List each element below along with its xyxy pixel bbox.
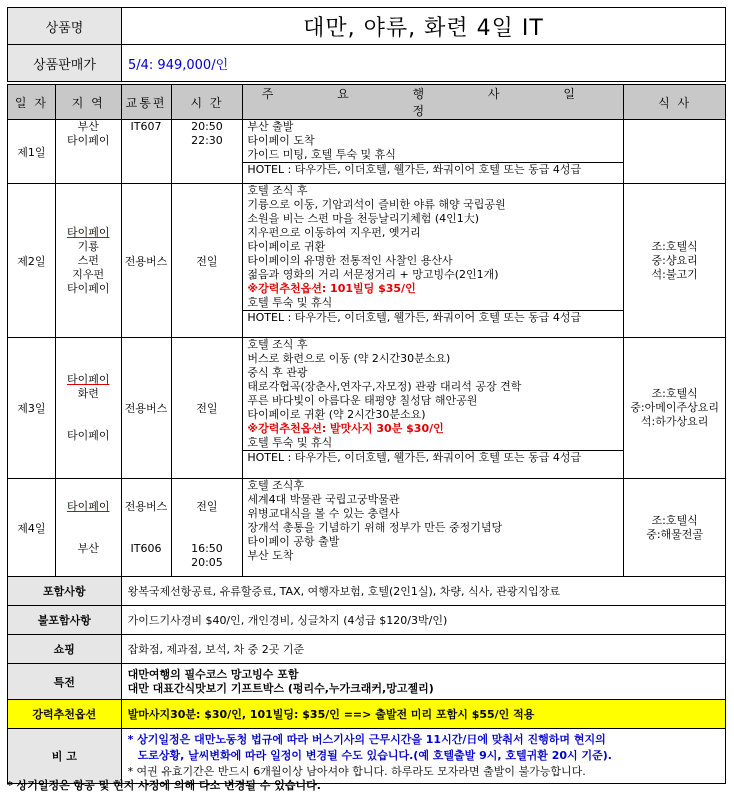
included-row: [8, 577, 726, 606]
day-regions: [55, 184, 121, 338]
day-regions: [55, 120, 121, 184]
time: 전일: [196, 499, 218, 513]
time: 16:50: [191, 541, 223, 555]
region: 부산: [77, 541, 99, 555]
remarks-row: [8, 729, 726, 784]
region: 부산: [77, 120, 99, 133]
meal: 중:해물전골: [646, 527, 704, 541]
activity-line: 푸른 바다빛이 아름다운 태평양 칠성담 해안공원: [247, 394, 478, 407]
bonus-line: 대만여행의 필수코스 망고빙수 포함: [127, 667, 299, 681]
remarks-line: 도로상황, 날씨변화에 따라 일정이 변경될 수도 있습니다.(예 호텔출발 9시, 호텔귀환 20시 기준).: [137, 749, 612, 762]
product-header-table: [7, 7, 726, 82]
region: 타이페이: [66, 429, 110, 442]
included-value: 왕복국제선항공료, 유류할증료, TAX, 여행자보험, 호텔(2인1실), 차량, 식사, 관광지입장료: [121, 577, 725, 606]
activity-line: 세계4대 박물관 국립고궁박물관: [247, 493, 400, 506]
day-meals: [624, 184, 726, 338]
day-meals: [624, 338, 726, 479]
day-meals: [624, 120, 726, 184]
product-name-label: 상품명: [8, 8, 122, 45]
day-times: [171, 120, 243, 184]
option-recommendation: ※강력추천옵션: 발맛사지 30분 $30/인: [247, 422, 444, 435]
region: 타이페이: [66, 134, 110, 147]
remarks-label: 비 고: [8, 729, 122, 784]
time: 22:30: [191, 134, 223, 147]
meal: 석:불고기: [651, 267, 698, 281]
activity-line: 젊음과 영화의 거리 서문정거리 + 망고빙수(2인1개): [247, 268, 499, 281]
remarks-line: * 여권 유효기간은 반드시 6개월이상 남아셔야 합니다. 하루라도 모자라면 출발이 불가능합니다.: [127, 765, 586, 778]
day-transport: 전용버스: [121, 338, 171, 479]
column-header: 지 역: [55, 85, 121, 120]
product-name: 대만, 야류, 화련 4일 IT: [122, 8, 726, 45]
activity-line: 위병교대식을 볼 수 있는 충렬사: [247, 507, 400, 520]
bonus-value: [121, 664, 725, 700]
activity-line: 태로각협곡(장춘사,연자구,자모정) 관광 대리석 공장 견학: [247, 380, 522, 393]
activity-line: 중식 후 관광: [247, 366, 308, 379]
remarks-line: * 상기일정은 대만노동청 법규에 따라 버스기사의 근무시간을 11시간/日에 맞춰서 진행하며 현지의: [127, 733, 606, 746]
day-label: 제1일: [8, 120, 56, 184]
region: 타이페이: [66, 225, 110, 239]
bonus-label: 특전: [8, 664, 122, 700]
remarks-value: [121, 729, 725, 784]
column-header: 주 요 행 사 일 정: [243, 85, 624, 120]
price-label: 상품판매가: [8, 45, 122, 82]
day-label: 제4일: [8, 479, 56, 577]
day-regions: [55, 338, 121, 479]
time-spacer: [172, 514, 243, 542]
itinerary-table: [7, 84, 726, 784]
meal: 석:하가상요리: [640, 415, 709, 428]
activity-line: 부산 도착: [247, 549, 294, 562]
activity-line: 장개석 총통을 기념하기 위해 정부가 만든 중정기념당: [247, 521, 503, 534]
column-header: 일 자: [8, 85, 56, 120]
day-times: 전일: [171, 338, 243, 479]
excluded-row: [8, 606, 726, 635]
activity-line: 지우펀으로 이동하여 지우펀, 옛거리: [247, 226, 421, 239]
day-row: [8, 120, 726, 184]
day-row: [8, 184, 726, 338]
excluded-label: 불포함사항: [8, 606, 122, 635]
shopping-label: 쇼핑: [8, 635, 122, 664]
day-transport: 전용버스: [121, 184, 171, 338]
day-label: 제2일: [8, 184, 56, 338]
day-times: 전일: [171, 184, 243, 338]
excluded-value: 가이드기사경비 $40/인, 개인경비, 싱글차지 (4성급 $120/3박/인): [121, 606, 725, 635]
column-header: 교통편: [121, 85, 171, 120]
hotel-line: HOTEL : 타우가든, 이더호텔, 웰가든, 쏴궈이어 호텔 또는 동급 4성급: [243, 450, 623, 465]
day-activities: [243, 184, 624, 338]
meal: 조:호텔식: [651, 387, 698, 400]
shopping-row: [8, 635, 726, 664]
time: 20:05: [191, 555, 223, 569]
meal: 조:호텔식: [651, 513, 698, 527]
footer-note: * 상기일정은 항공 및 현지 사정에 의해 다소 변경될 수 있습니다.: [7, 779, 321, 792]
day-times: [171, 479, 243, 577]
activity-line: 타이페이 공항 출발: [247, 535, 340, 548]
day-row: [8, 479, 726, 577]
region: 타이페이: [66, 281, 110, 295]
activity-line: 호텔 조식 후: [247, 338, 308, 351]
price-value: 5/4: 949,000/인: [122, 45, 726, 82]
activity-line: 호텔 조식 후: [247, 184, 308, 197]
activity-line: 소원을 비는 스펀 마을 천등날리기체험 (4인1大): [247, 212, 480, 225]
activity-line: 타이페이로 귀환 (약 2시간30분소요): [247, 408, 426, 421]
region-spacer: [56, 401, 121, 429]
table-header-row: [8, 85, 726, 120]
option-label: 강력추천옵션: [8, 700, 122, 729]
meal: 중:아메이주상요리: [630, 401, 719, 414]
column-header: 시 간: [171, 85, 243, 120]
day-row: [8, 338, 726, 479]
bonus-row: [8, 664, 726, 700]
meal: 중:샹요리: [651, 253, 698, 267]
activity-line: 부산 출발: [247, 120, 294, 133]
activity-line: 타이페이의 유명한 전통적인 사찰인 용산사: [247, 254, 453, 267]
option-row: [8, 700, 726, 729]
region: 화련: [77, 387, 99, 400]
activity-line: 호텔 투숙 및 휴식: [247, 436, 333, 449]
included-label: 포함사항: [8, 577, 122, 606]
day-transport: IT607: [121, 120, 171, 184]
activity-line: 기륭으로 이동, 기암괴석이 즐비한 야류 해양 국립공원: [247, 198, 506, 211]
hotel-line: HOTEL : 타우가든, 이더호텔, 웰가든, 쏴궈이어 호텔 또는 동급 4성급: [243, 310, 623, 325]
option-value: 발마사지30분: $30/인, 101빌딩: $35/인 ==> 출발전 미리 포함시 $55/인 적용: [121, 700, 725, 729]
day-regions: [55, 479, 121, 577]
day-activities: [243, 338, 624, 479]
meal: 조:호텔식: [651, 239, 698, 253]
region: 지우펀: [72, 267, 105, 281]
activity-line: 호텔 투숙 및 휴식: [247, 296, 333, 309]
column-header: 식 사: [624, 85, 726, 120]
transport-spacer: [122, 514, 171, 542]
region-spacer: [56, 514, 121, 542]
activity-line: 버스로 화련으로 이동 (약 2시간30분소요): [247, 352, 451, 365]
day-activities: [243, 120, 624, 184]
transport: IT606: [130, 541, 162, 555]
day-activities: [243, 479, 624, 577]
activity-line: 타이페이 도착: [247, 134, 315, 147]
region: 타이페이: [66, 373, 110, 386]
day-label: 제3일: [8, 338, 56, 479]
bonus-line: 대만 대표간식맛보기 기프트박스 (펑리수,누가크래커,망고젤리): [127, 681, 434, 695]
day-meals: [624, 479, 726, 577]
region: 기룡: [77, 239, 99, 253]
transport: 전용버스: [124, 499, 168, 513]
day-transport: [121, 479, 171, 577]
activity-line: 가이드 미팅, 호텔 투숙 및 휴식: [247, 148, 396, 161]
hotel-line: HOTEL : 타우가든, 이더호텔, 웰가든, 쏴궈이어 호텔 또는 동급 4성급: [243, 162, 623, 177]
shopping-value: 잡화점, 제과점, 보석, 차 중 2곳 기준: [121, 635, 725, 664]
option-recommendation: ※강력추천옵션: 101빌딩 $35/인: [247, 282, 416, 295]
activity-line: 호텔 조식후: [247, 479, 305, 492]
region: 스펀: [77, 253, 99, 267]
activity-line: 타이페이로 귀환: [247, 240, 326, 253]
region: 타이페이: [66, 499, 110, 513]
time: 20:50: [191, 120, 223, 133]
